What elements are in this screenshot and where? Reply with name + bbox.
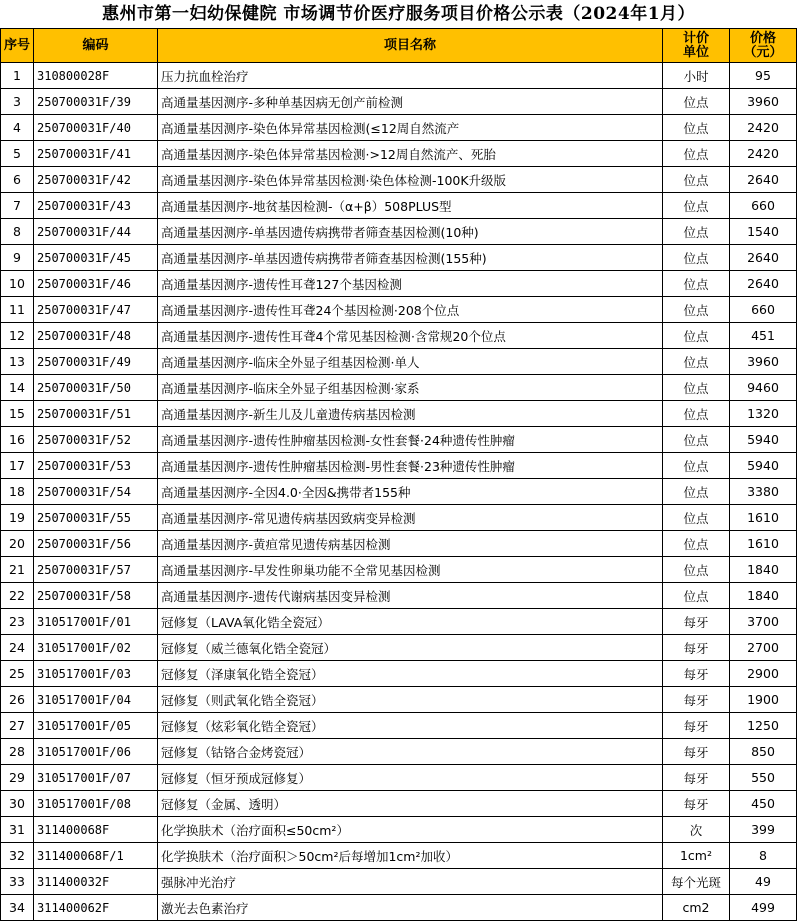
table-body	[1, 63, 797, 921]
cell-unit: 位点	[663, 323, 730, 349]
table-row	[1, 167, 797, 193]
cell-unit: cm2	[663, 895, 730, 921]
cell-price: 1900	[730, 687, 797, 713]
cell-seq: 29	[1, 765, 34, 791]
cell-price: 399	[730, 817, 797, 843]
cell-price: 3700	[730, 609, 797, 635]
cell-unit: 位点	[663, 219, 730, 245]
cell-code: 250700031F/50	[34, 375, 158, 401]
table-row	[1, 557, 797, 583]
table-row	[1, 297, 797, 323]
cell-price: 5940	[730, 453, 797, 479]
cell-unit: 位点	[663, 115, 730, 141]
cell-price: 9460	[730, 375, 797, 401]
cell-unit: 位点	[663, 193, 730, 219]
cell-seq: 30	[1, 791, 34, 817]
cell-code: 250700031F/39	[34, 89, 158, 115]
cell-item-name: 高通量基因测序-临床全外显子组基因检测·家系	[158, 375, 663, 401]
cell-seq: 15	[1, 401, 34, 427]
cell-seq: 19	[1, 505, 34, 531]
cell-unit: 位点	[663, 167, 730, 193]
cell-item-name: 强脉冲光治疗	[158, 869, 663, 895]
table-row	[1, 453, 797, 479]
cell-seq: 1	[1, 63, 34, 89]
header-unit	[663, 29, 730, 63]
cell-item-name: 压力抗血栓治疗	[158, 63, 663, 89]
cell-code: 250700031F/43	[34, 193, 158, 219]
table-row	[1, 193, 797, 219]
cell-item-name: 冠修复（LAVA氧化锆全瓷冠）	[158, 609, 663, 635]
price-table	[0, 28, 797, 921]
table-row	[1, 271, 797, 297]
cell-unit: 位点	[663, 297, 730, 323]
cell-seq: 27	[1, 713, 34, 739]
cell-unit: 每牙	[663, 661, 730, 687]
cell-code: 250700031F/49	[34, 349, 158, 375]
cell-code: 250700031F/52	[34, 427, 158, 453]
cell-code: 250700031F/46	[34, 271, 158, 297]
cell-unit: 每牙	[663, 713, 730, 739]
cell-seq: 32	[1, 843, 34, 869]
table-row	[1, 687, 797, 713]
cell-unit: 小时	[663, 63, 730, 89]
cell-price: 2900	[730, 661, 797, 687]
cell-item-name: 高通量基因测序-多种单基因病无创产前检测	[158, 89, 663, 115]
table-row	[1, 427, 797, 453]
table-row	[1, 219, 797, 245]
table-row	[1, 713, 797, 739]
cell-unit: 次	[663, 817, 730, 843]
cell-code: 250700031F/44	[34, 219, 158, 245]
cell-price: 2420	[730, 141, 797, 167]
cell-seq: 23	[1, 609, 34, 635]
header-price	[730, 29, 797, 63]
cell-code: 250700031F/42	[34, 167, 158, 193]
cell-seq: 4	[1, 115, 34, 141]
table-row	[1, 245, 797, 271]
cell-unit: 每牙	[663, 687, 730, 713]
table-row	[1, 141, 797, 167]
cell-price: 3960	[730, 89, 797, 115]
cell-price: 660	[730, 297, 797, 323]
cell-unit: 每个光斑	[663, 869, 730, 895]
cell-code: 250700031F/57	[34, 557, 158, 583]
cell-code: 310517001F/05	[34, 713, 158, 739]
cell-seq: 24	[1, 635, 34, 661]
cell-seq: 18	[1, 479, 34, 505]
cell-price: 1840	[730, 583, 797, 609]
cell-price: 2640	[730, 167, 797, 193]
cell-price: 1610	[730, 505, 797, 531]
cell-code: 250700031F/54	[34, 479, 158, 505]
cell-seq: 34	[1, 895, 34, 921]
cell-seq: 3	[1, 89, 34, 115]
cell-price: 49	[730, 869, 797, 895]
cell-code: 311400062F	[34, 895, 158, 921]
cell-unit: 位点	[663, 89, 730, 115]
cell-seq: 7	[1, 193, 34, 219]
table-row	[1, 609, 797, 635]
header-price-line2: （元）	[743, 44, 783, 60]
cell-code: 250700031F/58	[34, 583, 158, 609]
table-row	[1, 531, 797, 557]
cell-seq: 5	[1, 141, 34, 167]
table-row	[1, 89, 797, 115]
cell-code: 250700031F/41	[34, 141, 158, 167]
cell-code: 310517001F/02	[34, 635, 158, 661]
cell-item-name: 冠修复（炫彩氧化锆全瓷冠）	[158, 713, 663, 739]
cell-seq: 9	[1, 245, 34, 271]
cell-seq: 14	[1, 375, 34, 401]
cell-unit: 位点	[663, 401, 730, 427]
cell-price: 3380	[730, 479, 797, 505]
cell-item-name: 高通量基因测序-常见遗传病基因致病变异检测	[158, 505, 663, 531]
table-row	[1, 817, 797, 843]
cell-item-name: 高通量基因测序-遗传性耳聋127个基因检测	[158, 271, 663, 297]
cell-seq: 17	[1, 453, 34, 479]
cell-unit: 每牙	[663, 765, 730, 791]
table-row	[1, 401, 797, 427]
cell-item-name: 高通量基因测序-遗传代谢病基因变异检测	[158, 583, 663, 609]
cell-price: 3960	[730, 349, 797, 375]
cell-unit: 位点	[663, 531, 730, 557]
cell-unit: 位点	[663, 245, 730, 271]
cell-seq: 8	[1, 219, 34, 245]
cell-unit: 1cm²	[663, 843, 730, 869]
cell-seq: 33	[1, 869, 34, 895]
table-header-row	[1, 29, 797, 63]
cell-item-name: 高通量基因测序-全因4.0·全因&携带者155种	[158, 479, 663, 505]
table-row	[1, 895, 797, 921]
cell-seq: 20	[1, 531, 34, 557]
cell-code: 250700031F/56	[34, 531, 158, 557]
table-row	[1, 349, 797, 375]
cell-seq: 26	[1, 687, 34, 713]
cell-price: 550	[730, 765, 797, 791]
table-row	[1, 583, 797, 609]
table-row	[1, 843, 797, 869]
cell-item-name: 化学换肤术（治疗面积≤50cm²）	[158, 817, 663, 843]
table-row	[1, 869, 797, 895]
cell-price: 1250	[730, 713, 797, 739]
cell-item-name: 高通量基因测序-新生儿及儿童遗传病基因检测	[158, 401, 663, 427]
cell-unit: 位点	[663, 479, 730, 505]
cell-code: 250700031F/45	[34, 245, 158, 271]
cell-item-name: 高通量基因测序-单基因遗传病携带者筛查基因检测(155种)	[158, 245, 663, 271]
cell-price: 2700	[730, 635, 797, 661]
cell-price: 2640	[730, 271, 797, 297]
cell-code: 250700031F/40	[34, 115, 158, 141]
cell-seq: 28	[1, 739, 34, 765]
header-seq: 序号	[1, 29, 34, 63]
cell-price: 5940	[730, 427, 797, 453]
cell-seq: 11	[1, 297, 34, 323]
cell-seq: 25	[1, 661, 34, 687]
cell-unit: 每牙	[663, 739, 730, 765]
cell-price: 850	[730, 739, 797, 765]
table-row	[1, 479, 797, 505]
cell-code: 311400032F	[34, 869, 158, 895]
cell-code: 250700031F/47	[34, 297, 158, 323]
cell-price: 2420	[730, 115, 797, 141]
cell-code: 310517001F/06	[34, 739, 158, 765]
cell-price: 451	[730, 323, 797, 349]
cell-seq: 12	[1, 323, 34, 349]
cell-item-name: 高通量基因测序-单基因遗传病携带者筛查基因检测(10种)	[158, 219, 663, 245]
cell-item-name: 冠修复（泽康氧化锆全瓷冠）	[158, 661, 663, 687]
cell-price: 499	[730, 895, 797, 921]
cell-code: 250700031F/48	[34, 323, 158, 349]
cell-unit: 每牙	[663, 609, 730, 635]
cell-code: 250700031F/51	[34, 401, 158, 427]
cell-item-name: 高通量基因测序-遗传性耳聋4个常见基因检测·含常规20个位点	[158, 323, 663, 349]
cell-code: 310517001F/08	[34, 791, 158, 817]
table-row	[1, 505, 797, 531]
cell-seq: 13	[1, 349, 34, 375]
cell-unit: 位点	[663, 583, 730, 609]
table-row	[1, 791, 797, 817]
page-title: 惠州市第一妇幼保健院 市场调节价医疗服务项目价格公示表（2024年1月）	[101, 4, 696, 24]
cell-seq: 21	[1, 557, 34, 583]
cell-unit: 位点	[663, 505, 730, 531]
cell-code: 250700031F/53	[34, 453, 158, 479]
cell-item-name: 高通量基因测序-黄疸常见遗传病基因检测	[158, 531, 663, 557]
cell-price: 450	[730, 791, 797, 817]
cell-unit: 每牙	[663, 635, 730, 661]
cell-item-name: 冠修复（威兰德氧化锆全瓷冠）	[158, 635, 663, 661]
cell-unit: 每牙	[663, 791, 730, 817]
table-row	[1, 323, 797, 349]
cell-price: 660	[730, 193, 797, 219]
header-name: 项目名称	[158, 29, 663, 63]
cell-item-name: 高通量基因测序-染色体异常基因检测·>12周自然流产、死胎	[158, 141, 663, 167]
cell-price: 95	[730, 63, 797, 89]
cell-unit: 位点	[663, 271, 730, 297]
cell-item-name: 高通量基因测序-遗传性肿瘤基因检测-女性套餐·24种遗传性肿瘤	[158, 427, 663, 453]
cell-seq: 31	[1, 817, 34, 843]
cell-unit: 位点	[663, 557, 730, 583]
header-price-line1: 价格	[749, 30, 776, 46]
table-row	[1, 739, 797, 765]
table-row	[1, 765, 797, 791]
cell-seq: 10	[1, 271, 34, 297]
cell-item-name: 高通量基因测序-染色体异常基因检测·染色体检测-100K升级版	[158, 167, 663, 193]
cell-price: 1610	[730, 531, 797, 557]
cell-unit: 位点	[663, 427, 730, 453]
cell-price: 1320	[730, 401, 797, 427]
cell-unit: 位点	[663, 375, 730, 401]
table-row	[1, 635, 797, 661]
cell-seq: 6	[1, 167, 34, 193]
cell-item-name: 高通量基因测序-地贫基因检测-（α+β）508PLUS型	[158, 193, 663, 219]
cell-unit: 位点	[663, 349, 730, 375]
cell-code: 310517001F/03	[34, 661, 158, 687]
cell-price: 1840	[730, 557, 797, 583]
cell-item-name: 高通量基因测序-遗传性耳聋24个基因检测·208个位点	[158, 297, 663, 323]
cell-seq: 16	[1, 427, 34, 453]
cell-price: 1540	[730, 219, 797, 245]
cell-item-name: 高通量基因测序-临床全外显子组基因检测·单人	[158, 349, 663, 375]
table-row	[1, 115, 797, 141]
cell-code: 310517001F/07	[34, 765, 158, 791]
header-unit-line2: 单位	[682, 44, 709, 60]
cell-item-name: 冠修复（则武氧化锆全瓷冠）	[158, 687, 663, 713]
cell-code: 310800028F	[34, 63, 158, 89]
cell-code: 310517001F/04	[34, 687, 158, 713]
cell-item-name: 高通量基因测序-早发性卵巢功能不全常见基因检测	[158, 557, 663, 583]
table-row	[1, 375, 797, 401]
cell-code: 310517001F/01	[34, 609, 158, 635]
cell-item-name: 高通量基因测序-遗传性肿瘤基因检测-男性套餐·23种遗传性肿瘤	[158, 453, 663, 479]
cell-code: 311400068F/1	[34, 843, 158, 869]
cell-price: 8	[730, 843, 797, 869]
cell-unit: 位点	[663, 141, 730, 167]
table-row	[1, 661, 797, 687]
cell-item-name: 冠修复（恒牙预成冠修复）	[158, 765, 663, 791]
cell-item-name: 化学换肤术（治疗面积＞50cm²后每增加1cm²加收）	[158, 843, 663, 869]
cell-item-name: 高通量基因测序-染色体异常基因检测(≤12周自然流产	[158, 115, 663, 141]
table-row	[1, 63, 797, 89]
cell-seq: 22	[1, 583, 34, 609]
header-unit-line1: 计价	[682, 30, 709, 46]
cell-item-name: 冠修复（金属、透明）	[158, 791, 663, 817]
cell-code: 250700031F/55	[34, 505, 158, 531]
cell-item-name: 冠修复（钴铬合金烤瓷冠）	[158, 739, 663, 765]
cell-code: 311400068F	[34, 817, 158, 843]
cell-price: 2640	[730, 245, 797, 271]
cell-item-name: 激光去色素治疗	[158, 895, 663, 921]
header-code: 编码	[34, 29, 158, 63]
cell-unit: 位点	[663, 453, 730, 479]
